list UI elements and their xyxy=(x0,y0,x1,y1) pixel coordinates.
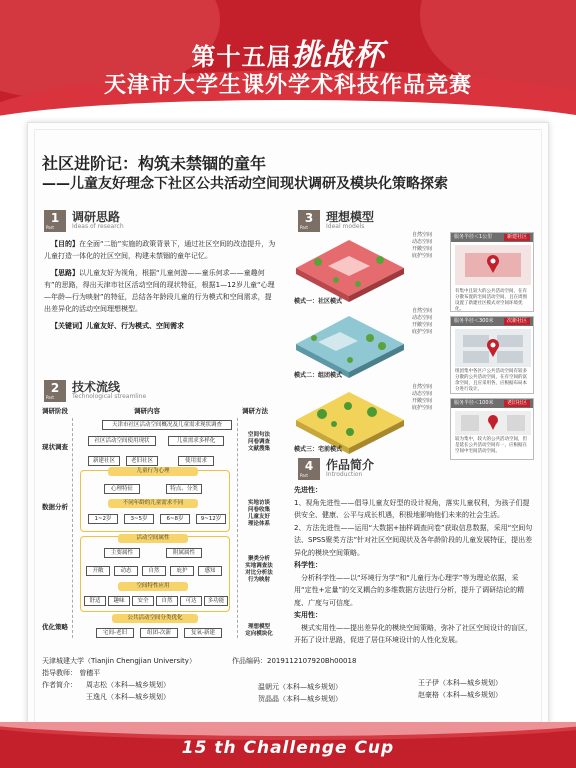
map-pin-icon xyxy=(455,329,531,367)
authors-label: 作者简介： xyxy=(42,681,77,689)
flow-box-perceive: 感知 xyxy=(198,566,222,576)
flow-box-type: 特点、分类 xyxy=(166,484,202,494)
flow-box-multi: 多功能 xyxy=(204,596,228,606)
model-2-legend: 自然空间 动态空间 开敞空间 庇护空间 xyxy=(412,308,433,335)
flow-box-psy: 心理特征 xyxy=(104,484,140,494)
flow-method-3: 聚类分析 实地调查法 对比分析法 行为映射 xyxy=(245,556,273,583)
community-model-illustration xyxy=(288,232,410,304)
flow-method-2: 实地访谈 问卷收集 儿童友好 理论体系 xyxy=(247,500,270,527)
flow-box-safe: 安全 xyxy=(132,596,154,606)
flow-method-1: 空间句法 问卷调查 文献搜集 xyxy=(247,432,270,452)
model-1-label: 模式一：社区模式 xyxy=(294,298,343,305)
work-title: 社区进阶记：构筑未禁锢的童年 xyxy=(42,154,267,173)
flow-col-method: 调研方法 xyxy=(242,407,268,415)
flow-col-content: 调研内容 xyxy=(134,407,160,415)
flow-box-natural: 自然 xyxy=(156,596,178,606)
flow-box-age2: 3~5岁 xyxy=(124,514,154,524)
map-pin-icon xyxy=(455,411,531,435)
author-6: 赵豪格（本科—城乡规划） xyxy=(418,691,502,699)
flow-col-stage: 调研阶段 xyxy=(42,407,68,415)
research-ideas-text: 【目的】在全面“二胎”实施的政策背景下，通过社区空间的改造提升，为儿童打造一体化的社区空间，构建未禁锢的童年记忆。 【思路】以儿童友好为视角，根据“儿童何游——童乐何求——童趣何有”的思路，得出天津市社区活动空间的现状特征，根据1—12岁儿童“心理—年龄—行为映射”的特征，总结各年龄段儿童的行为模式和空间需求，提出差异化的活动空间理想模型。 【关键词】儿童友好、行为模式、空间需求 xyxy=(44,240,276,330)
challenge-cup-slogan: 15 th Challenge Cup xyxy=(181,738,395,758)
flow-box-age4: 9~12岁 xyxy=(196,514,226,524)
flow-title-age: 不同年龄的儿童需求不同 xyxy=(108,499,198,508)
old-community-panel: 服务半径＜100米 老旧社区 较为集中，较大的公共活动空间，但是延长公共活动空间有一，应根据在空间中宅间活动空间。 xyxy=(450,398,534,460)
model-3-legend: 自然空间 动态空间 开敞空间 庇护空间 xyxy=(412,384,433,411)
flow-box-age1: 1~2岁 xyxy=(88,514,118,524)
flow-box-open: 开敞 xyxy=(86,566,110,576)
author-3: 王子伊（本科—城乡规划） xyxy=(418,679,502,687)
work-subtitle: ——儿童友好理念下社区公共活动空间现状调研及模块化策略探索 xyxy=(42,176,448,192)
flow-box-shelter: 庇护 xyxy=(170,566,194,576)
flow-box-demand: 儿童需求多样化 xyxy=(168,436,224,446)
flow-stage-strategy: 优化策略 xyxy=(42,623,68,631)
author-1: 周志松（本科—城乡规划） xyxy=(86,681,170,689)
flow-box-m2: 组团-次新 xyxy=(140,628,178,638)
flow-method-4: 理想模型 定向模块化 xyxy=(245,624,273,637)
flow-box-fun: 趣味 xyxy=(108,596,130,606)
flow-title-psy: 儿童行为心理 xyxy=(108,467,198,476)
work-number: 作品编码：2019112107920Bh00018 xyxy=(232,657,357,665)
model-2-label: 模式二：组团模式 xyxy=(294,372,343,379)
flow-title-space: 活动空间属性 xyxy=(118,534,188,543)
flow-box-dynamic: 动态 xyxy=(114,566,138,576)
map-pin-icon xyxy=(455,245,531,285)
author-5: 贺晶晶（本科—城乡规划） xyxy=(258,695,342,703)
flow-stage-survey: 现状调查 xyxy=(42,443,68,451)
competition-name: 天津市大学生课外学术科技作品竞赛 xyxy=(103,73,472,98)
flow-box-usage: 社区活动空间使用现状 xyxy=(88,436,156,446)
semi-new-community-panel: 服务半径＜300米 次新社区 组团集中各区户公共活动空间有较多分散的公共活动空间，在有空间的富余空间，且应采用各，应根据布局本分进行设计。 xyxy=(450,316,534,394)
flow-box-nature: 自然 xyxy=(142,566,166,576)
flow-box-overview: 天津市社区活动空间概况及儿童需求现状调查 xyxy=(102,420,232,430)
school-name: 天津城建大学（Tianjin Chengjian University） xyxy=(42,657,196,665)
flow-box-sub-attr: 附属属性 xyxy=(166,548,202,558)
flow-box-m3: 复氧-新建 xyxy=(184,628,222,638)
advisor: 指导教师： 曾穗平 xyxy=(42,669,101,677)
new-community-panel: 服务半径＜1公里 新建社区 有集中且较大的公共活动空间，在有分散布置的宅间活动空间，且在周围设置了新建社区模式对空间环境优化。 xyxy=(450,232,534,312)
author-4: 王逸凡（本科—城乡规划） xyxy=(86,693,170,701)
poster: 第十五届挑战杯 天津市大学生课外学术科技作品竞赛 社区进阶记：构筑未禁锢的童年 ——儿童友好理念下社区公共活动空间现状调研及模块化策略探索 1 Part 调研思路 Ideas of research 【目的】在全面“二胎”实施的政策背景下，通过社区空间的改造提升，为儿童打造一体化的社区空间，构建未禁锢的童年记忆。 【思路】以儿童友好为视角，根据“儿童何游——童乐何求——童趣何有”的思路，得出天津市社区活动空间的现状特征，根据1—12岁儿童“心理—年龄—行为映射”的特征，总结各年龄段儿童的行为模式和空间需求，提出差异化的活动空间理想模型。 【关键词】儿童友好、行为模式、空间需求 2 Part 技术流线 Technological streamline 调研阶段 调研内容 调研方法 现状调查 数据分析 优化策略 天津市社区活动空间概况及儿童需求现状调查 社区活动空间使用现状 儿童需求多样化 新建社区 老旧社区 使用需求 儿童行为心理 心理特征 特点、分类 不同年龄的儿童需求不同 1~2岁 3~5岁 6~8岁 9~12岁 活动空间属性 主要属性 附属属性 开敞 动态 自然 庇护 感知 空间特性应用 舒适 趣味 安全 自然 可达 多功能 公共活动空间分类优化 宅间-老旧 组团-次新 复氧-新建 空间句法 问卷调查 文献搜集 实地访谈 问卷收集 儿童友好 理论体系 聚类分析 实地调查法 对比分析法 行为映射 理想模型 定向模块化 3 Part 理想模型 Ideal models 自然空间 动态空间 开敞空间 庇护空间 自然空间 动态空间 开敞空间 庇护空间 自然空间 动态空间 开敞空间 庇护空间 模式一：社区模式 模式二：组团模式 模式三：宅前模式 服务半径＜1公里 新建社区 有集中且较大的公共活动空间，在有分散布置的宅间活动空间，且在周围设置了新建社区模式对空间环境优化。 服务半径＜300米 次新社区 组团集中各区户公共活动空间有较多分散的公共活动空间，在有空间的富余空间，且应采用各，应根据布局本分进行设计。 服务半径＜100米 老旧社区 较为集中，较大的公共活动空间，但是延长公共活动空间有一，应根据在空间中宅间活动空间。 4 Part 作品简介 Introduction 先进性： 1、视角先进性——倡导儿童友好型的设计视角，落实儿童权利，为孩子们提供安全、健康、公平与成长机遇，积极地影响他们未来的社会生活。 2、方法先进性——运用“大数据+抽样调查问卷”获取信息数据，采用“空间句法、SPSS聚类方法”针对社区空间现状及各年龄阶段的儿童发展特征，提出差异化的模块空间策略。 科学性： 分析科学性——以“环境行为学”和“儿童行为心理学”等为理论依据，采用“定性+定量”的交叉耦合的多维数据方法进行分析，提升了调研结论的精度、广度与可信度。 实用性： 模式实用性——提出差异化的模块空间策略，弥补了社区空间设计的盲区，开拓了设计思路，促进了居住环境设计的人性化发展。 天津城建大学（Tianjin Chengjian University） 作品编码：2019112107920Bh00018 指导教师： 曾穗平 作者简介： 周志松（本科—城乡规划） 温朝元（本科—城乡规划） 王子伊（本科—城乡规划） 王逸凡（本科—城乡规划） 贺晶晶（本科—城乡规划） 赵豪格（本科—城乡规划） 15 th Challenge Cup xyxy=(0,0,576,768)
flow-box-m1: 宅间-老旧 xyxy=(96,628,134,638)
flow-title-opt: 空间特性应用 xyxy=(118,582,188,591)
challenge-cup-logo-text: 挑战杯 xyxy=(291,38,385,73)
flow-box-comfort: 舒适 xyxy=(84,596,106,606)
flow-box-new: 新建社区 xyxy=(88,456,120,466)
model-1-legend: 自然空间 动态空间 开敞空间 庇护空间 xyxy=(412,232,433,259)
flow-box-old: 老旧社区 xyxy=(126,456,158,466)
model-3-label: 模式三：宅前模式 xyxy=(294,446,343,453)
author-2: 温朝元（本科—城乡规划） xyxy=(258,683,342,691)
flow-box-access: 可达 xyxy=(180,596,202,606)
introduction-text: 先进性： 1、视角先进性——倡导儿童友好型的设计视角，落实儿童权利，为孩子们提供安全、健康、公平与成长机遇，积极地影响他们未来的社会生活。 2、方法先进性——运用“大数据+抽样调查问卷”获取信息数据，采用“空间句法、SPSS聚类方法”针对社区空间现状及各年龄阶段的儿童发展特征，提出差异化的模块空间策略。 科学性： 分析科学性——以“环境行为学”和“儿童行为心理学”等为理论依据，采用“定性+定量”的交叉耦合的多维数据方法进行分析，提升了调研结论的精度、广度与可信度。 实用性： 模式实用性——提出差异化的模块空间策略，弥补了社区空间设计的盲区，开拓了设计思路，促进了居住环境设计的人性化发展。 xyxy=(294,486,533,644)
tech-flow-chart xyxy=(42,406,280,640)
flow-box-age3: 6~8岁 xyxy=(160,514,190,524)
flow-title-model: 公共活动空间分类优化 xyxy=(112,614,198,623)
flow-stage-analysis: 数据分析 xyxy=(42,503,68,511)
flow-box-main-attr: 主要属性 xyxy=(104,548,140,558)
competition-edition: 第十五届挑战杯 xyxy=(191,38,385,73)
flow-box-need: 使用需求 xyxy=(178,456,214,466)
